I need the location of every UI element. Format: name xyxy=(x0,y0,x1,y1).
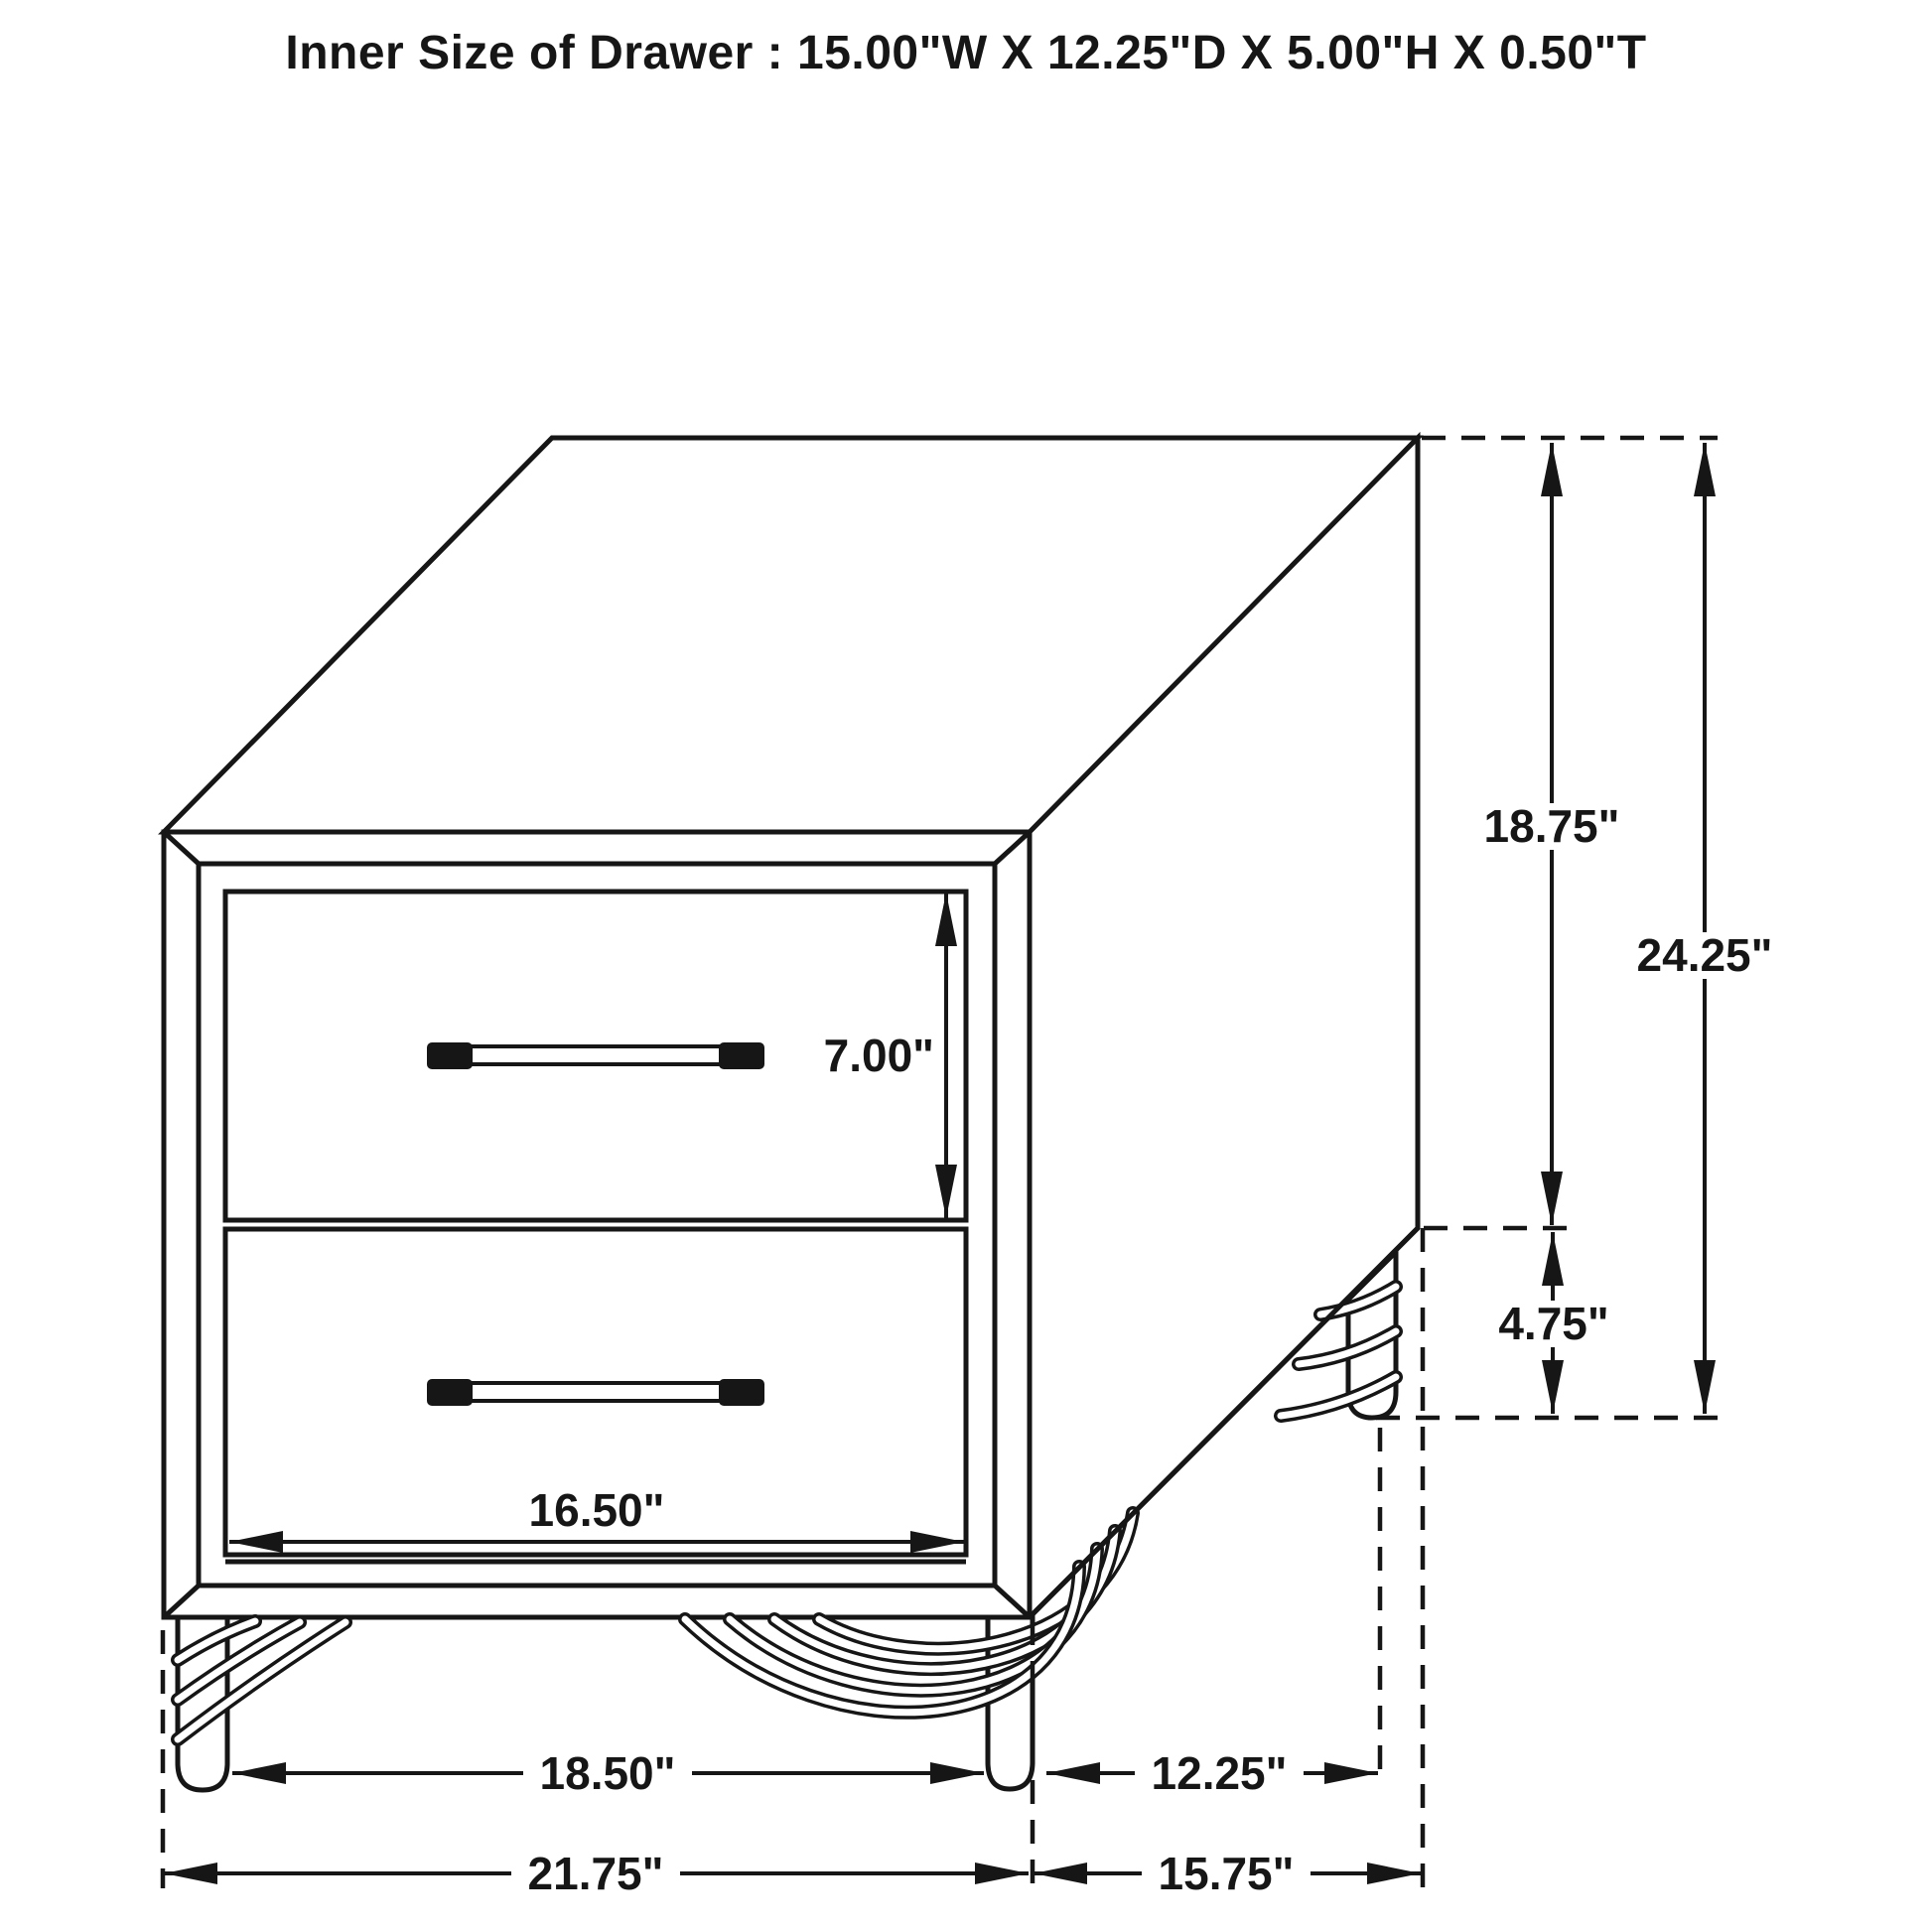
dim-overall-depth xyxy=(1034,1848,1421,1899)
dim-overall-height xyxy=(1620,443,1789,1414)
drawer-top-handle xyxy=(427,1042,764,1069)
dim-label-overall-height: 24.25" xyxy=(1636,929,1773,981)
dim-side-leg-span xyxy=(1046,1747,1378,1799)
dim-overall-width xyxy=(164,1848,1029,1899)
dim-label-drawer-opening-height: 7.00" xyxy=(823,1030,934,1081)
dim-height-to-underside xyxy=(1467,443,1636,1225)
front-left-leg-coils xyxy=(178,1621,345,1739)
dim-label-side-leg-span: 12.25" xyxy=(1151,1747,1288,1799)
dim-front-leg-span xyxy=(232,1747,984,1799)
dim-label-overall-width: 21.75" xyxy=(527,1848,664,1899)
drawer-bottom-handle xyxy=(427,1379,764,1406)
dim-label-front-leg-span: 18.50" xyxy=(539,1747,676,1799)
dim-label-overall-depth: 15.75" xyxy=(1158,1848,1295,1899)
dim-leg-height xyxy=(1483,1232,1624,1414)
page-title: Inner Size of Drawer : 15.00"W X 12.25"D X 5.00"H X 0.50"T xyxy=(285,27,1647,79)
dim-label-leg-height: 4.75" xyxy=(1498,1298,1609,1349)
dim-label-height-to-underside: 18.75" xyxy=(1483,800,1620,852)
dim-label-drawer-face-width: 16.50" xyxy=(528,1484,665,1536)
